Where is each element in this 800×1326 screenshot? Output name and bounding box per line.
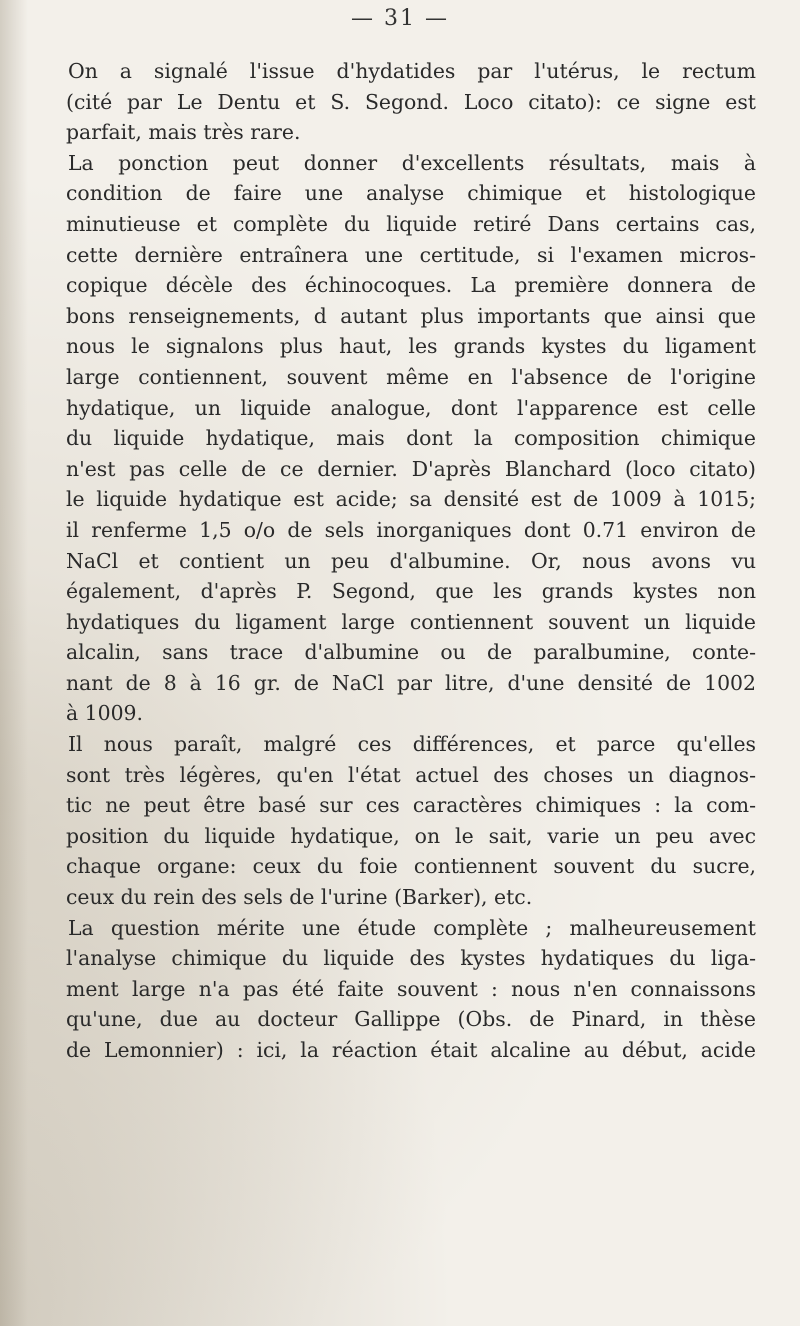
text-line: le liquide hydatique est acide; sa densité est de 1009 à 1015; xyxy=(66,487,756,512)
text-line: qu'une, due au docteur Gallippe (Obs. de Pinard, in thèse xyxy=(66,1007,756,1032)
text-line: Il nous paraît, malgré ces différences, et parce qu'elles xyxy=(68,732,756,757)
text-line: parfait, mais très rare. xyxy=(66,120,301,145)
text-line: à 1009. xyxy=(66,701,144,726)
text-line: tic ne peut être basé sur ces caractères chimiques : la com- xyxy=(66,793,756,818)
text-line: La ponction peut donner d'excellents résultats, mais à xyxy=(68,150,756,175)
page-left-edge-shadow xyxy=(0,0,28,1326)
text-line: bons renseignements, d autant plus importants que ainsi que xyxy=(66,303,756,328)
text-line: sont très légères, qu'en l'état actuel des choses un diagnos- xyxy=(66,762,756,787)
text-line: large contiennent, souvent même en l'absence de l'origine xyxy=(66,364,756,389)
text-line: condition de faire une analyse chimique et histologique xyxy=(66,181,756,206)
text-line: nant de 8 à 16 gr. de NaCl par litre, d'une densité de 1002 xyxy=(66,670,756,695)
text-line: n'est pas celle de ce dernier. D'après Blanchard (loco citato) xyxy=(66,456,756,481)
text-line: nous le signalons plus haut, les grands kystes du ligament xyxy=(66,334,756,359)
text-line: il renferme 1,5 o/o de sels inorganiques dont 0.71 environ de xyxy=(66,517,756,542)
text-line: du liquide hydatique, mais dont la composition chimique xyxy=(66,426,756,451)
body-text xyxy=(66,56,756,1066)
text-line: alcalin, sans trace d'albumine ou de paralbumine, conte- xyxy=(66,640,756,665)
page-number: — 31 — xyxy=(351,6,449,31)
text-line: ceux du rein des sels de l'urine (Barker), etc. xyxy=(66,885,533,910)
text-line: ment large n'a pas été faite souvent : nous n'en connaissons xyxy=(66,976,756,1001)
text-line: chaque organe: ceux du foie contiennent souvent du sucre, xyxy=(66,854,756,879)
text-line: hydatiques du ligament large contiennent souvent un liquide xyxy=(66,609,756,634)
text-line: La question mérite une étude complète ; malheureusement xyxy=(68,915,756,940)
text-line: position du liquide hydatique, on le sait, varie un peu avec xyxy=(66,823,756,848)
text-line: également, d'après P. Segond, que les grands kystes non xyxy=(66,579,756,604)
text-line: de Lemonnier) : ici, la réaction était alcaline au début, acide xyxy=(66,1038,756,1062)
text-line: hydatique, un liquide analogue, dont l'apparence est celle xyxy=(66,395,756,420)
text-line: copique décèle des échinocoques. La première donnera de xyxy=(66,273,756,298)
text-line: (cité par Le Dentu et S. Segond. Loco citato): ce signe est xyxy=(66,89,756,114)
text-line: l'analyse chimique du liquide des kystes hydatiques du liga- xyxy=(66,946,756,971)
text-line: minutieuse et complète du liquide retiré Dans certains cas, xyxy=(66,211,756,236)
text-line: NaCl et contient un peu d'albumine. Or, nous avons vu xyxy=(66,548,756,573)
text-line: On a signalé l'issue d'hydatides par l'utérus, le rectum xyxy=(68,59,756,83)
text-line: cette dernière entraînera une certitude, si l'examen micros- xyxy=(66,242,756,267)
